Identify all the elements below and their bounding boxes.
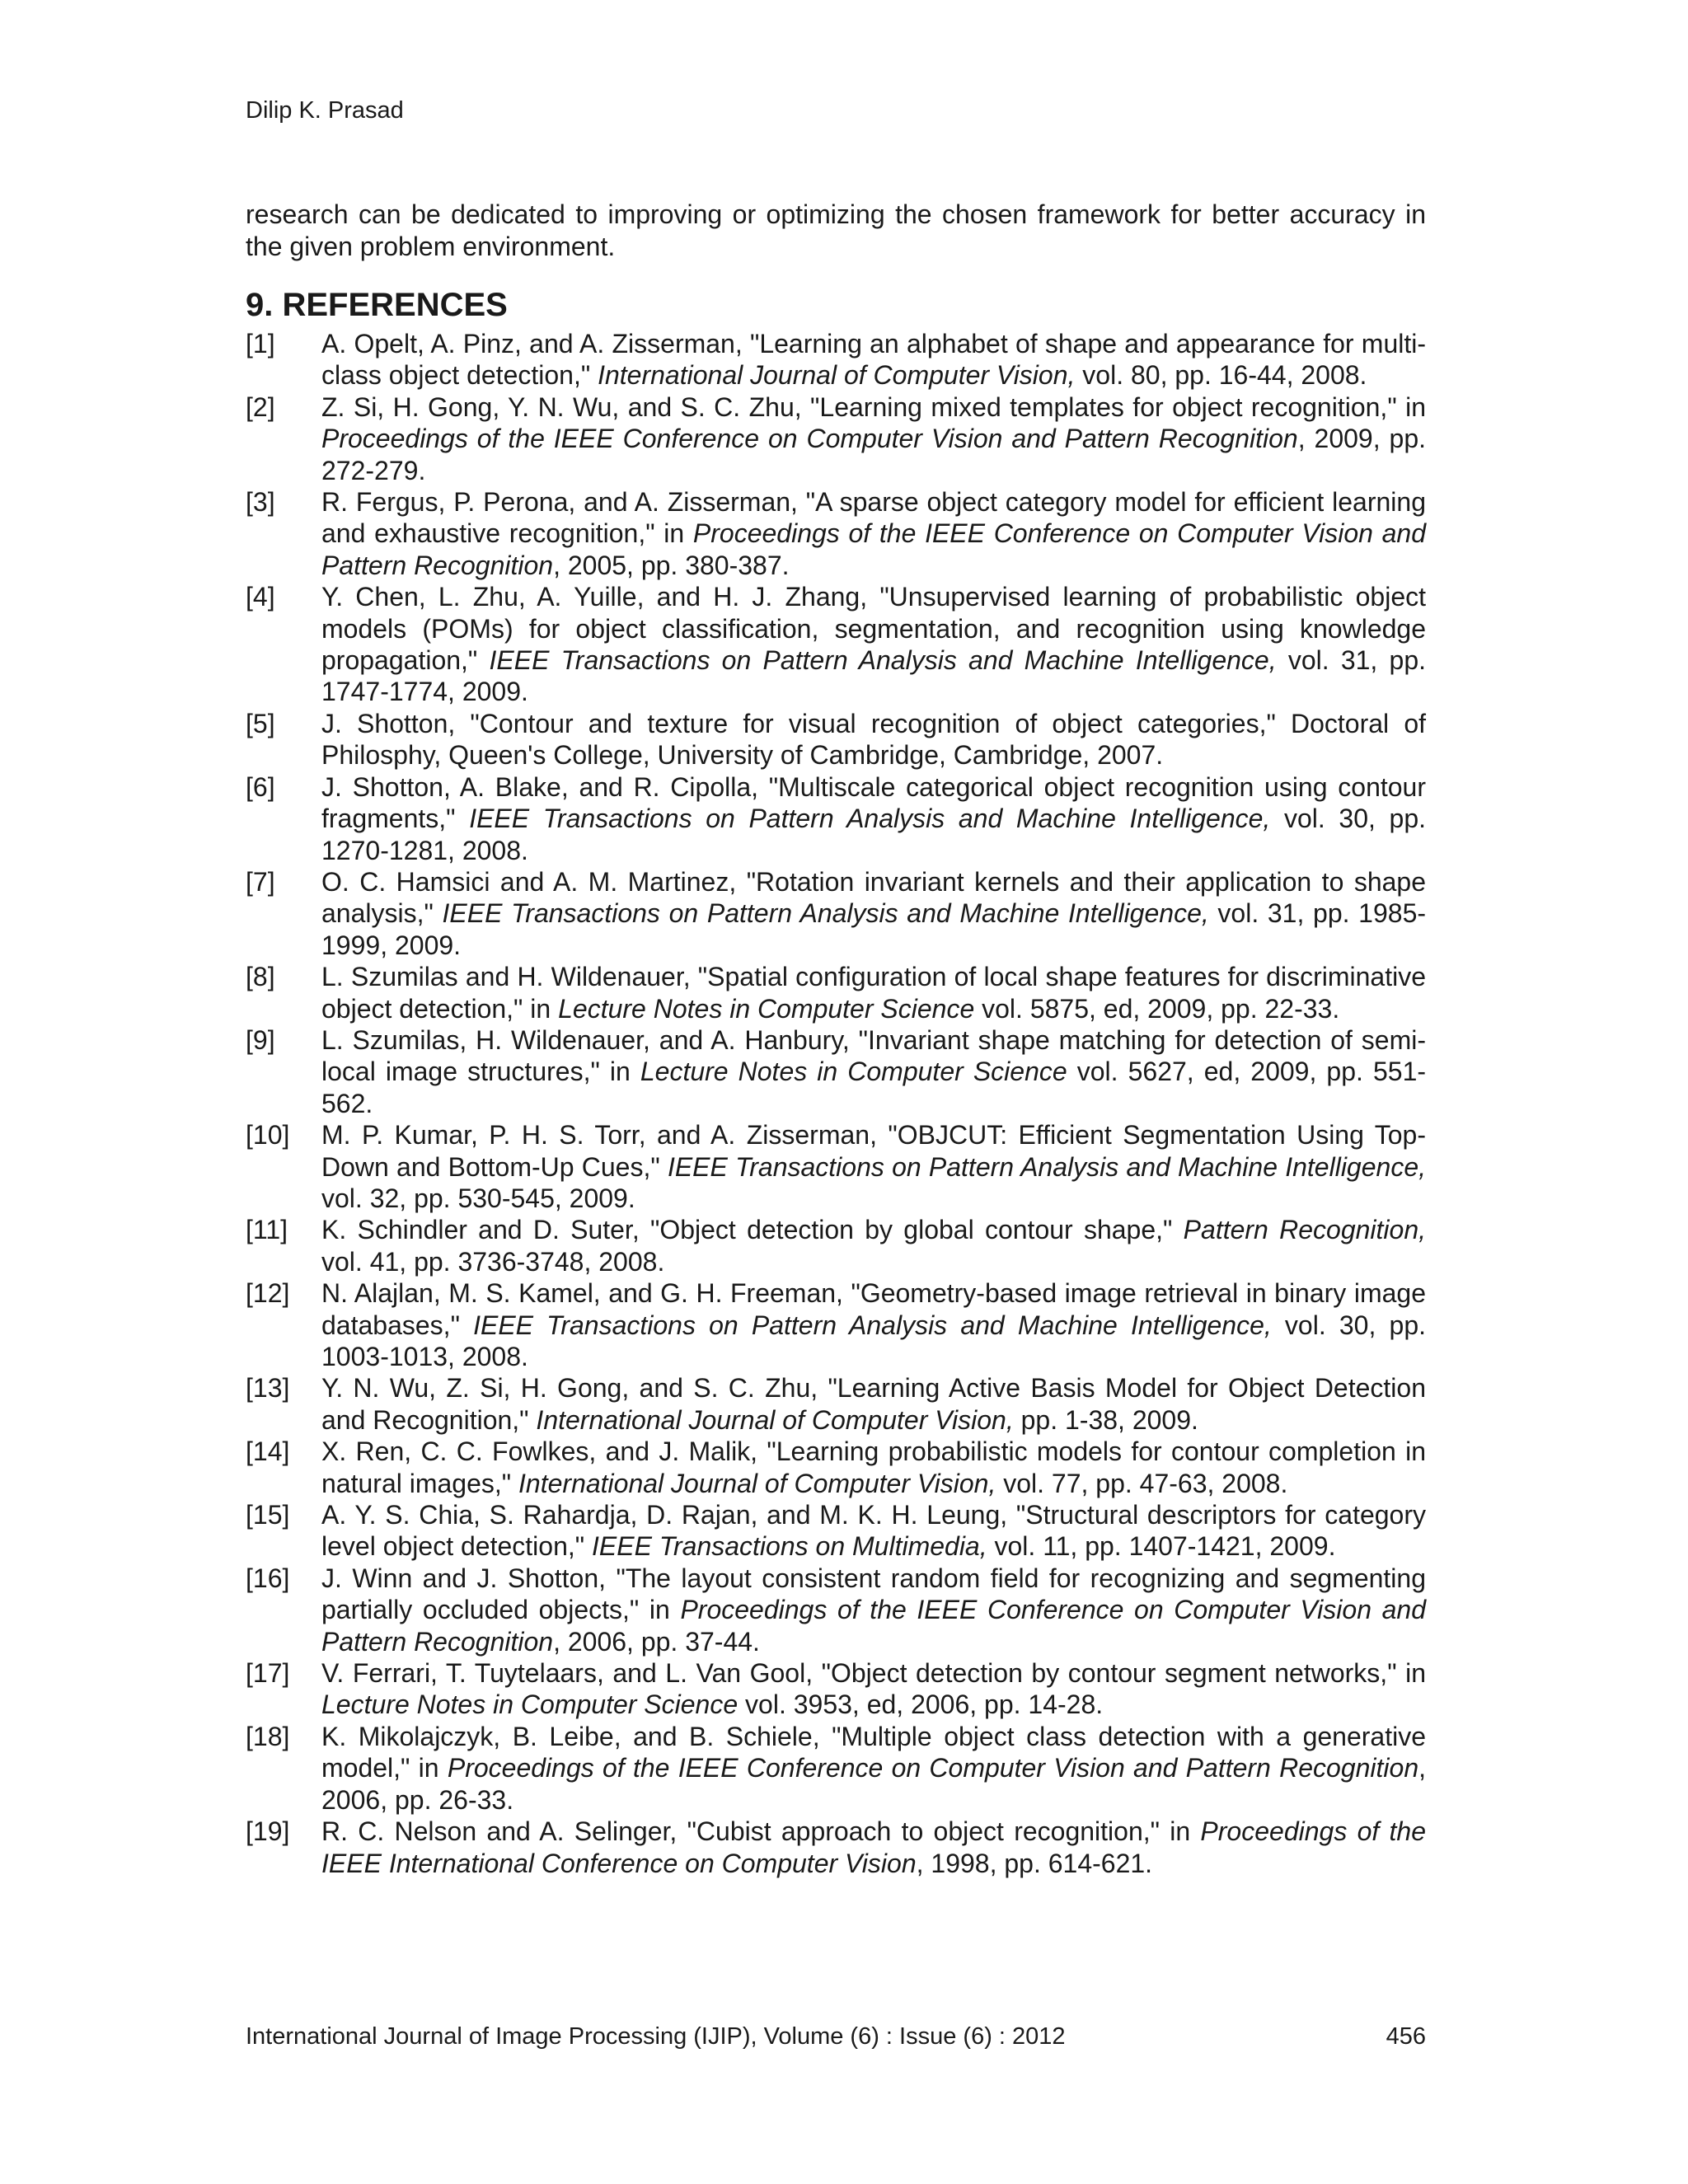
reference-text xyxy=(321,1499,1426,1563)
reference-text xyxy=(321,1214,1426,1277)
reference-authors-title: K. Mikolajczyk, B. Leibe, and B. Schiele, "Multiple object class detection with a generative model," in xyxy=(321,1721,1426,1783)
reference-details: vol. 80, pp. 16-44, 2008. xyxy=(1075,360,1367,391)
reference-details: vol. 5627, ed, 2009, pp. 551-562. xyxy=(321,1057,1427,1118)
reference-venue: Proceedings of the IEEE Conference on Computer Vision and Pattern Recognition xyxy=(321,424,1298,454)
reference-authors-title: K. Schindler and D. Suter, "Object detection by global contour shape," xyxy=(321,1215,1184,1245)
reference-text xyxy=(321,708,1426,771)
running-header-author: Dilip K. Prasad xyxy=(246,97,404,124)
reference-details: vol. 41, pp. 3736-3748, 2008. xyxy=(321,1246,665,1277)
reference-details: pp. 1-38, 2009. xyxy=(1013,1404,1198,1435)
reference-venue: IEEE Transactions on Pattern Analysis and Machine Intelligence, xyxy=(667,1151,1427,1182)
reference-item xyxy=(246,391,1426,486)
reference-venue: International Journal of Computer Vision, xyxy=(598,360,1076,391)
reference-venue: International Journal of Computer Vision, xyxy=(536,1404,1014,1435)
reference-number: [8] xyxy=(246,962,275,992)
reference-item xyxy=(246,961,1426,1024)
reference-item xyxy=(246,708,1426,771)
reference-authors-title: N. Alajlan, M. S. Kamel, and G. H. Freeman, "Geometry-based image retrieval in binary image databases," xyxy=(321,1278,1426,1340)
reference-authors-title: R. C. Nelson and A. Selinger, "Cubist approach to object recognition," in xyxy=(321,1816,1201,1847)
reference-item xyxy=(246,866,1426,961)
reference-details: vol. 31, pp. 1747-1774, 2009. xyxy=(321,645,1427,707)
reference-text xyxy=(321,1563,1426,1657)
reference-number: [11] xyxy=(246,1215,288,1245)
reference-authors-title: J. Shotton, A. Blake, and R. Cipolla, "Multiscale categorical object recognition using contour fragments," xyxy=(321,771,1426,834)
reference-text xyxy=(321,486,1426,581)
reference-venue: Lecture Notes in Computer Science xyxy=(558,993,975,1024)
reference-text xyxy=(321,961,1426,1024)
reference-details: vol. 11, pp. 1407-1421, 2009. xyxy=(987,1531,1336,1562)
reference-authors-title: A. Y. S. Chia, S. Rahardja, D. Rajan, and M. K. H. Leung, "Structural descriptors for category level object detection," xyxy=(321,1500,1426,1562)
reference-venue: Lecture Notes in Computer Science xyxy=(640,1057,1067,1087)
reference-number: [15] xyxy=(246,1500,290,1530)
reference-details: vol. 30, pp. 1003-1013, 2008. xyxy=(321,1310,1426,1371)
reference-item xyxy=(246,1499,1426,1563)
reference-venue: Lecture Notes in Computer Science xyxy=(321,1690,738,1720)
reference-number: [9] xyxy=(246,1024,275,1055)
reference-authors-title: Y. N. Wu, Z. Si, H. Gong, and S. C. Zhu, "Learning Active Basis Model for Object Detection and Recognition," xyxy=(321,1373,1426,1435)
reference-item xyxy=(246,1657,1426,1721)
reference-authors-title: O. C. Hamsici and A. M. Martinez, "Rotation invariant kernels and their application to shape analysis," xyxy=(321,866,1426,929)
reference-details: , 2005, pp. 380-387. xyxy=(553,550,790,580)
section-title: REFERENCES xyxy=(282,287,508,323)
reference-text xyxy=(321,328,1426,391)
reference-number: [6] xyxy=(246,771,275,802)
reference-text xyxy=(321,1277,1426,1372)
reference-number: [3] xyxy=(246,487,275,518)
reference-authors-title: R. Fergus, P. Perona, and A. Zisserman, "A sparse object category model for efficient learning and exhaustive recognition," in xyxy=(321,487,1426,549)
reference-details: vol. 5875, ed, 2009, pp. 22-33. xyxy=(974,993,1340,1024)
reference-item xyxy=(246,1563,1426,1657)
reference-authors-title: L. Szumilas, H. Wildenauer, and A. Hanbury, "Invariant shape matching for detection of semi-local image structures," in xyxy=(321,1024,1426,1087)
reference-authors-title: J. Winn and J. Shotton, "The layout consistent random field for recognizing and segmenting partially occluded objects," in xyxy=(321,1563,1426,1625)
reference-details: , 2006, pp. 26-33. xyxy=(321,1753,1427,1815)
reference-text xyxy=(321,1721,1426,1816)
reference-authors-title: M. P. Kumar, P. H. S. Torr, and A. Zisserman, "OBJCUT: Efficient Segmentation Using Top-Down and Bottom-Up Cues," xyxy=(321,1120,1426,1182)
reference-venue: IEEE Transactions on Pattern Analysis and Machine Intelligence, xyxy=(442,898,1209,929)
reference-venue: Proceedings of the IEEE Conference on Computer Vision and Pattern Recognition xyxy=(321,518,1426,580)
reference-details: , 1998, pp. 614-621. xyxy=(916,1848,1153,1878)
reference-number: [17] xyxy=(246,1658,290,1689)
reference-number: [7] xyxy=(246,866,275,897)
reference-item xyxy=(246,1214,1426,1277)
reference-authors-title: L. Szumilas and H. Wildenauer, "Spatial configuration of local shape features for discriminative object detection," in xyxy=(321,962,1426,1024)
reference-text xyxy=(321,1816,1426,1879)
reference-venue: Proceedings of the IEEE International Conference on Computer Vision xyxy=(321,1816,1427,1878)
reference-item xyxy=(246,1372,1426,1436)
reference-item xyxy=(246,328,1426,391)
reference-item xyxy=(246,1721,1426,1816)
reference-venue: Proceedings of the IEEE Conference on Computer Vision and Pattern Recognition xyxy=(321,1595,1427,1657)
reference-venue: Proceedings of the IEEE Conference on Computer Vision and Pattern Recognition xyxy=(447,1753,1419,1783)
reference-number: [18] xyxy=(246,1721,290,1751)
reference-venue: International Journal of Computer Vision, xyxy=(518,1468,996,1498)
reference-venue: IEEE Transactions on Pattern Analysis and Machine Intelligence, xyxy=(473,1310,1272,1340)
footer-journal-citation: International Journal of Image Processing (IJIP), Volume (6) : Issue (6) : 2012 xyxy=(246,2023,1066,2050)
reference-venue: IEEE Transactions on Multimedia, xyxy=(592,1531,987,1562)
reference-text xyxy=(321,771,1426,866)
reference-number: [2] xyxy=(246,391,275,422)
reference-number: [1] xyxy=(246,329,275,359)
reference-authors-title: Y. Chen, L. Zhu, A. Yuille, and H. J. Zhang, "Unsupervised learning of probabilistic object models (POMs) for object classification, segmentation, and recognition using knowledge propagation," xyxy=(321,582,1426,676)
reference-number: [19] xyxy=(246,1816,290,1847)
reference-number: [14] xyxy=(246,1436,290,1467)
reference-text xyxy=(321,1119,1426,1214)
reference-details: vol. 3953, ed, 2006, pp. 14-28. xyxy=(738,1690,1104,1720)
reference-venue: Pattern Recognition, xyxy=(1183,1215,1427,1245)
reference-text xyxy=(321,866,1426,961)
reference-details: vol. 30, pp. 1270-1281, 2008. xyxy=(321,804,1427,865)
reference-text xyxy=(321,1657,1426,1721)
footer-page-number: 456 xyxy=(1386,2023,1426,2050)
section-number: 9. xyxy=(246,287,274,323)
reference-item xyxy=(246,486,1426,581)
reference-number: [5] xyxy=(246,708,275,738)
reference-authors-title: J. Shotton, "Contour and texture for visual recognition of object categories," Doctoral of Philosphy, Queen's College, University of Cambridge, Cambridge, 2007. xyxy=(321,708,1426,771)
reference-text xyxy=(321,1024,1426,1119)
reference-item xyxy=(246,581,1426,708)
reference-text xyxy=(321,1372,1426,1436)
reference-details: vol. 77, pp. 47-63, 2008. xyxy=(996,1468,1288,1498)
reference-number: [13] xyxy=(246,1373,290,1404)
reference-item xyxy=(246,1816,1426,1879)
reference-list xyxy=(246,328,1426,1879)
section-heading xyxy=(246,287,508,324)
reference-details: vol. 32, pp. 530-545, 2009. xyxy=(321,1183,635,1213)
intro-paragraph: research can be dedicated to improving or optimizing the chosen framework for better accuracy in the given problem environment. xyxy=(246,199,1426,261)
reference-item xyxy=(246,1024,1426,1119)
reference-item xyxy=(246,1119,1426,1214)
reference-text xyxy=(321,581,1426,708)
reference-authors-title: X. Ren, C. C. Fowlkes, and J. Malik, "Learning probabilistic models for contour completion in natural images," xyxy=(321,1436,1426,1498)
reference-authors-title: A. Opelt, A. Pinz, and A. Zisserman, "Learning an alphabet of shape and appearance for multi-class object detection," xyxy=(321,329,1426,391)
reference-item xyxy=(246,1436,1426,1499)
reference-item xyxy=(246,1277,1426,1372)
reference-number: [12] xyxy=(246,1278,290,1309)
reference-number: [4] xyxy=(246,582,275,612)
reference-authors-title: Z. Si, H. Gong, Y. N. Wu, and S. C. Zhu, "Learning mixed templates for object recognition," in xyxy=(321,391,1426,422)
reference-number: [10] xyxy=(246,1120,290,1151)
reference-text xyxy=(321,391,1426,486)
reference-number: [16] xyxy=(246,1563,290,1593)
reference-venue: IEEE Transactions on Pattern Analysis and Machine Intelligence, xyxy=(469,804,1271,834)
reference-venue: IEEE Transactions on Pattern Analysis and Machine Intelligence, xyxy=(489,645,1277,676)
reference-item xyxy=(246,771,1426,866)
reference-details: , 2009, pp. 272-279. xyxy=(321,424,1427,485)
reference-details: , 2006, pp. 37-44. xyxy=(553,1626,760,1657)
reference-details: vol. 31, pp. 1985-1999, 2009. xyxy=(321,898,1427,960)
reference-authors-title: V. Ferrari, T. Tuytelaars, and L. Van Gool, "Object detection by contour segment networks," in xyxy=(321,1658,1426,1689)
reference-text xyxy=(321,1436,1426,1499)
